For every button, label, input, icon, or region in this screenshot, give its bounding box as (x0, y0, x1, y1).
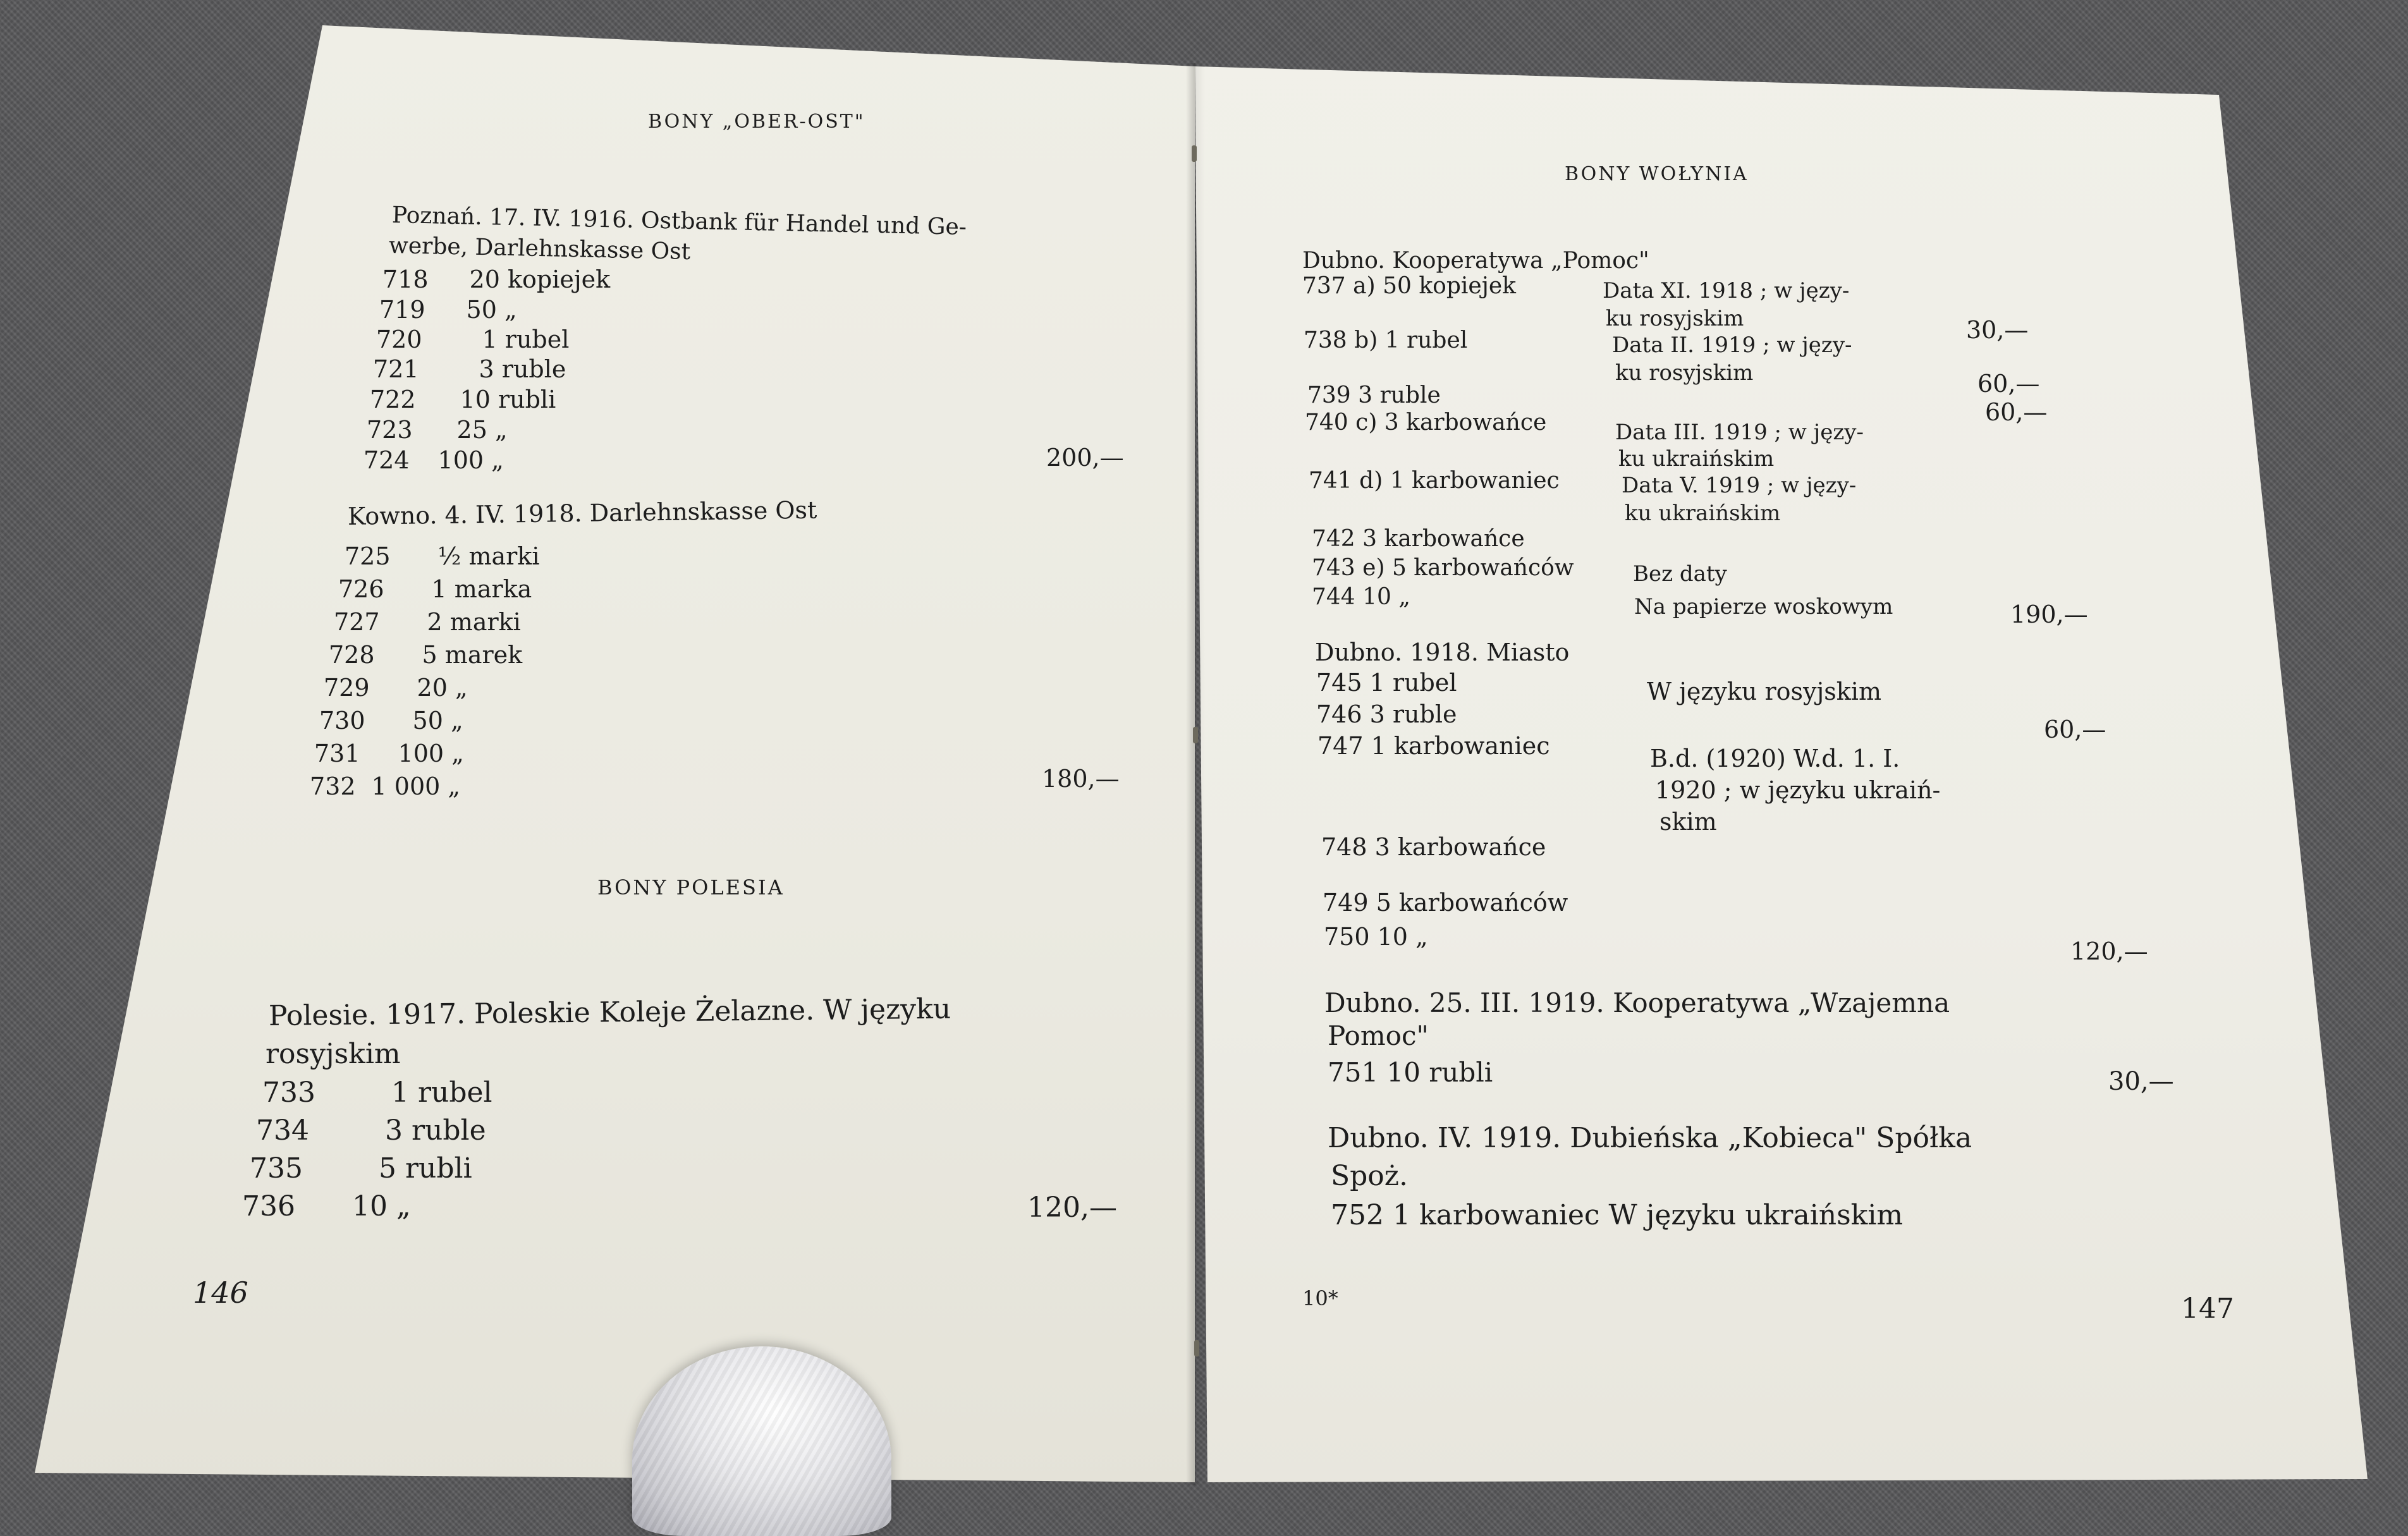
list-item-729: 729 20 „ (324, 674, 468, 702)
list-item-722: 722 10 rubli (370, 386, 556, 413)
price-746: 60,— (2044, 716, 2106, 743)
book-spine (1186, 63, 1205, 1485)
list-item-752: 752 1 karbowaniec W języku ukraińskim (1331, 1199, 1904, 1231)
price-750: 120,— (2070, 937, 2148, 965)
note-738-line2: ku rosyjskim (1615, 360, 1754, 386)
list-item-748: 748 3 karbowańce (1321, 833, 1546, 861)
list-item-726: 726 1 marka (338, 575, 532, 603)
list-item-733: 733 1 rubel (262, 1076, 492, 1109)
note-747-line2: 1920 ; w języku ukraiń- (1655, 776, 1941, 804)
list-item-736: 736 10 „ (242, 1190, 411, 1222)
note-741-line2: ku ukraińskim (1625, 501, 1781, 526)
list-item-750: 750 10 „ (1324, 923, 1428, 951)
list-item-749: 749 5 karbowańców (1323, 889, 1568, 917)
list-item-744: 744 10 „ (1312, 584, 1411, 610)
list-item-741: 741 d) 1 karbowaniec (1309, 468, 1560, 494)
list-item-745: 745 1 rubel (1316, 669, 1457, 697)
list-item-746: 746 3 ruble (1316, 700, 1457, 728)
note-741-line1: Data V. 1919 ; w języ- (1622, 473, 1857, 498)
staple (1192, 145, 1197, 162)
list-item-725: 725 ½ marki (345, 542, 540, 570)
price-737: 30,— (1966, 316, 2029, 344)
poznan-title-line1: Poznań. 17. IV. 1916. Ostbank für Handel und Ge- (391, 202, 967, 241)
note-745: W języku rosyjskim (1647, 678, 1881, 705)
price-744: 190,— (2010, 600, 2088, 628)
list-item-719: 719 50 „ (379, 296, 517, 324)
list-item-738: 738 b) 1 rubel (1304, 327, 1468, 353)
list-item-721: 721 3 ruble (373, 355, 566, 383)
kobieca-title-line1: Dubno. IV. 1919. Dubieńska „Kobieca" Spółka (1328, 1122, 1972, 1154)
list-item-747: 747 1 karbowaniec (1317, 732, 1550, 760)
list-item-739: 739 3 ruble (1307, 382, 1441, 408)
list-item-720: 720 1 rubel (376, 326, 570, 353)
note-737-line1: Data XI. 1918 ; w języ- (1603, 278, 1850, 303)
polesie-title-line2: rosyjskim (266, 1038, 401, 1070)
list-item-734: 734 3 ruble (256, 1114, 486, 1147)
signature-mark: 10* (1302, 1286, 1338, 1310)
list-item-724: 724 100 „ (364, 446, 504, 474)
list-item-727: 727 2 marki (334, 608, 521, 636)
price-kowno: 180,— (1042, 765, 1120, 793)
list-item-740: 740 c) 3 karbowańce (1305, 410, 1547, 436)
list-item-718: 718 20 kopiejek (382, 265, 611, 293)
kowno-title: Kowno. 4. IV. 1918. Darlehnskasse Ost (347, 496, 817, 530)
list-item-732: 732 1 000 „ (310, 772, 461, 800)
section-heading-wolynia: BONY WOŁYNIA (1565, 163, 1749, 185)
note-744: Na papierze woskowym (1634, 594, 1893, 619)
page-number-left: 146 (193, 1276, 248, 1310)
list-item-743: 743 e) 5 karbowańców (1312, 555, 1574, 581)
note-747-line3: skim (1659, 808, 1717, 836)
section-heading-ober-ost: BONY „OBER-OST" (648, 111, 865, 133)
list-item-730: 730 50 „ (319, 707, 463, 734)
wzajemna-title-line1: Dubno. 25. III. 1919. Kooperatywa „Wzajemna (1324, 987, 1950, 1018)
pomoc-title: Dubno. Kooperatywa „Pomoc" (1302, 248, 1649, 274)
list-item-751: 751 10 rubli (1328, 1057, 1493, 1088)
note-747-line1: B.d. (1920) W.d. 1. I. (1650, 745, 1900, 772)
staple (1193, 727, 1198, 743)
section-heading-polesia: BONY POLESIA (597, 875, 785, 899)
note-738-line1: Data II. 1919 ; w języ- (1612, 332, 1852, 358)
note-743: Bez daty (1633, 561, 1727, 587)
price-751: 30,— (2108, 1067, 2174, 1096)
note-737-line2: ku rosyjskim (1606, 306, 1744, 331)
note-740-line2: ku ukraińskim (1618, 446, 1775, 472)
list-item-728: 728 5 marek (329, 641, 523, 669)
price-polesie: 120,— (1027, 1192, 1117, 1224)
price-poznan: 200,— (1046, 444, 1124, 472)
kobieca-title-line2: Spoż. (1331, 1160, 1408, 1192)
miasto-title: Dubno. 1918. Miasto (1315, 638, 1570, 666)
list-item-742: 742 3 karbowańce (1312, 526, 1525, 552)
list-item-723: 723 25 „ (367, 416, 508, 444)
list-item-737: 737 a) 50 kopiejek (1302, 273, 1516, 299)
poznan-title-line2: werbe, Darlehnskasse Ost (388, 233, 691, 265)
wzajemna-title-line2: Pomoc" (1328, 1020, 1429, 1051)
list-item-735: 735 5 rubli (250, 1152, 472, 1185)
price-740: 60,— (1985, 398, 2048, 426)
list-item-731: 731 100 „ (314, 740, 464, 767)
page-number-right: 147 (2181, 1293, 2234, 1325)
staple (1194, 1340, 1199, 1356)
note-740-line1: Data III. 1919 ; w języ- (1615, 420, 1864, 445)
polesie-title-line1: Polesie. 1917. Poleskie Koleje Żelazne. W języku (268, 992, 951, 1032)
price-739: 60,— (1977, 370, 2040, 398)
